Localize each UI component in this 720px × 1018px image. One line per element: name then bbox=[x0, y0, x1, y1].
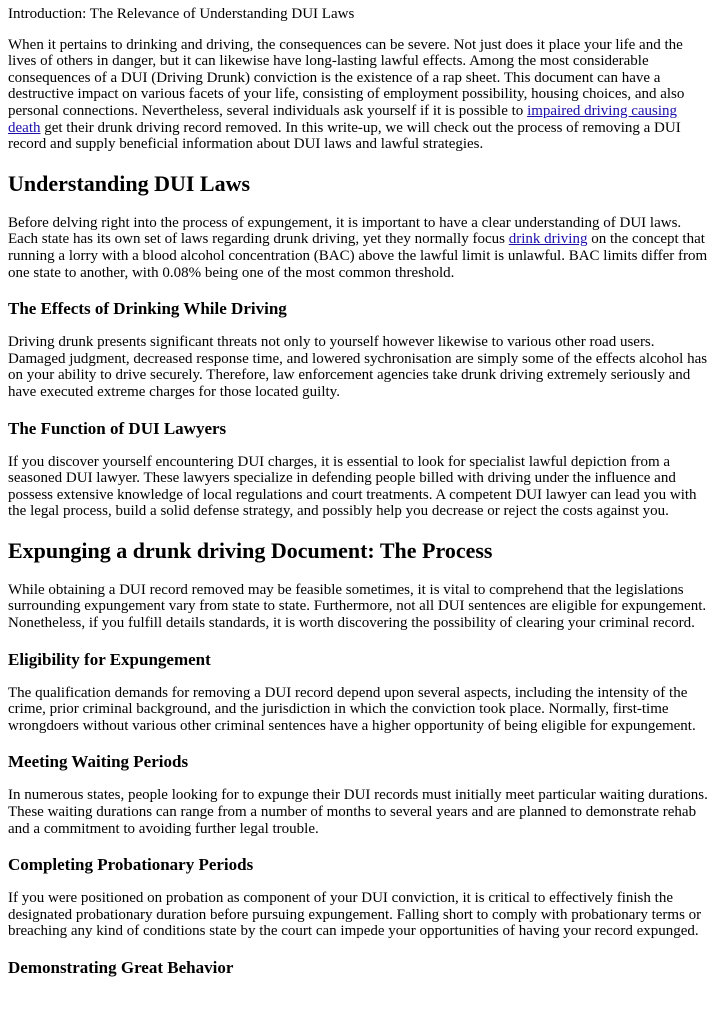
understanding-heading: Understanding DUI Laws bbox=[8, 170, 251, 196]
probation-heading: Completing Probationary Periods bbox=[8, 855, 254, 875]
intro-title: Introduction: The Relevance of Understanding DUI Laws bbox=[8, 6, 355, 22]
understanding-text-after: on the concept that running a lorry with a blood alcohol concentration (BAC) above the lawful limit is unlawful. BAC limits differ from one state to another, with 0.08% being one of the most common threshold. bbox=[8, 231, 708, 281]
process-heading: Expunging a drunk driving Document: The Process bbox=[8, 537, 493, 563]
effects-paragraph: Driving drunk presents significant threats not only to yourself however likewise to various other road users. Damaged judgment, decreased response time, and lowered sychronisation are simply some of the effects alcohol has on your ability to drive securely. Therefore, law enforcement agencies take drunk driving extremely seriously and have executed extreme charges for those located guilty. bbox=[8, 334, 708, 400]
drink-driving-link[interactable]: drink driving bbox=[508, 231, 588, 248]
understanding-text-before: Before delving right into the process of expungement, it is important to have a clear understanding of DUI laws. Each state has its own set of laws regarding drunk driving, yet they normally focus bbox=[8, 214, 682, 248]
intro-text-before: When it pertains to drinking and driving, the consequences can be severe. Not just does it place your life and the lives of others in danger, but it can likewise have long-lasting lawful effects. Among the most considerable consequences of a DUI (Driving Drunk) conviction is the existence of a rap sheet. This document can have a destructive impact on various facets of your life, consisting of employment possibility, housing choices, and also personal connections. Nevertheless, several individuals ask yourself if it is possible to bbox=[8, 36, 685, 119]
behavior-heading: Demonstrating Great Behavior bbox=[8, 958, 234, 977]
impaired-driving-link[interactable]: impaired driving causing death bbox=[8, 102, 678, 136]
lawyers-paragraph: If you discover yourself encountering DUI charges, it is essential to look for specialist lawful depiction from a seasoned DUI lawyer. These lawyers specialize in defending people billed with driving under the influence and possess extensive knowledge of local regulations and court treatments. A competent DUI lawyer can lead you with the legal process, build a solid defense strategy, and possibly help you decrease or reject the costs against you. bbox=[8, 453, 697, 520]
lawyers-heading: The Function of DUI Lawyers bbox=[8, 418, 227, 438]
understanding-paragraph bbox=[8, 215, 712, 281]
intro-text-after: get their drunk driving record removed. In this write-up, we will check out the process of removing a DUI record and supply beneficial information about DUI laws and lawful strategies. bbox=[8, 119, 681, 153]
waiting-paragraph: In numerous states, people looking for to expunge their DUI records must initially meet particular waiting durations. These waiting durations can range from a number of months to several years and are planned to demonstrate rehab and a commitment to avoiding further legal trouble. bbox=[8, 787, 708, 837]
probation-paragraph: If you were positioned on probation as component of your DUI conviction, it is critical to effectively finish the designated probationary duration before pursuing expungement. Falling short to comply with probationary terms or breaching any kind of conditions state by the court can impede your opportunities of having your record expunged. bbox=[8, 890, 702, 940]
eligibility-paragraph: The qualification demands for removing a DUI record depend upon several aspects, including the intensity of the crime, prior criminal background, and the jurisdiction in which the conviction took place. Normally, first-time wrongdoers without various other criminal sentences have a higher opportunity of being eligible for expungement. bbox=[8, 684, 696, 734]
process-paragraph: While obtaining a DUI record removed may be feasible sometimes, it is vital to comprehend that the legislations surrounding expungement vary from state to state. Furthermore, not all DUI sentences are eligible for expungement. Nonetheless, if you fulfill details standards, it is worth discovering the possibility of clearing your criminal record. bbox=[8, 581, 707, 632]
eligibility-heading: Eligibility for Expungement bbox=[8, 649, 211, 669]
intro-paragraph bbox=[8, 37, 712, 153]
effects-heading: The Effects of Drinking While Driving bbox=[8, 299, 287, 319]
waiting-heading: Meeting Waiting Periods bbox=[8, 752, 189, 772]
